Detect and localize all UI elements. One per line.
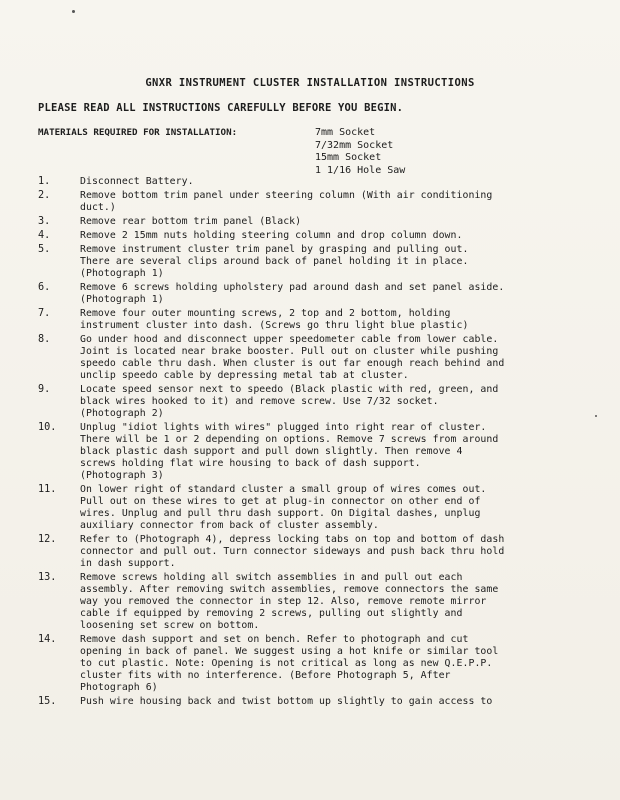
step-line: auxiliary connector from back of cluster assembly. [80,520,379,531]
step-text [80,422,498,482]
step-text [80,216,301,228]
step-text [80,244,468,280]
step-line: Remove four outer mounting screws, 2 top and 2 bottom, holding [80,308,451,319]
step-line: Unplug "idiot lights with wires" plugged into right rear of cluster. [80,422,487,433]
step-item [38,244,613,280]
step-text [80,230,463,242]
step-number: 8. [38,334,51,345]
step-line: (Photograph 3) [80,470,164,481]
step-item [38,634,613,694]
step-item [38,334,613,382]
step-item [38,282,613,306]
step-text [80,308,468,332]
step-number: 14. [38,634,57,645]
step-text [80,634,498,694]
step-item [38,176,613,188]
step-line: instrument cluster into dash. (Screws go thru light blue plastic) [80,320,469,331]
material-item: 7/32mm Socket [315,139,394,151]
step-line: loosening set screw on bottom. [80,620,260,631]
step-item [38,484,613,532]
step-line: Remove rear bottom trim panel (Black) [80,216,302,227]
step-item [38,308,613,332]
step-line: (Photograph 1) [80,294,164,305]
step-text [80,334,504,382]
page-title: GNXR INSTRUMENT CLUSTER INSTALLATION INSTRUCTIONS [145,77,475,89]
materials-list [315,127,405,177]
step-item [38,230,613,242]
step-line: duct.) [80,202,116,213]
step-line: to cut plastic. Note: Opening is not critical as long as new Q.E.P.P. [80,658,493,669]
instruction-note: PLEASE READ ALL INSTRUCTIONS CAREFULLY BEFORE YOU BEGIN. [38,102,404,114]
step-line: cluster fits with no interference. (Before Photograph 5, After [80,670,451,681]
step-line: Remove 6 screws holding upholstery pad around dash and set panel aside. [80,282,505,293]
step-line: Push wire housing back and twist bottom up slightly to gain access to [80,696,493,707]
step-number: 7. [38,308,51,319]
step-text [80,282,504,306]
step-line: black plastic dash support and pull down slightly. Then remove 4 [80,446,463,457]
step-line: unclip speedo cable by depressing metal tab at cluster. [80,370,409,381]
step-number: 13. [38,572,57,583]
step-line: Remove screws holding all switch assemblies in and pull out each [80,572,463,583]
step-number: 6. [38,282,51,293]
step-text [80,572,498,632]
step-line: (Photograph 1) [80,268,164,279]
speck-mark [72,10,75,13]
material-item: 1 1/16 Hole Saw [315,164,406,176]
step-line: speedo cable thru dash. When cluster is out far enough reach behind and [80,358,505,369]
step-text [80,534,504,570]
step-item [38,534,613,570]
step-line: There are several clips around back of panel holding it in place. [80,256,469,267]
step-line: Refer to (Photograph 4), depress locking tabs on top and bottom of dash [80,534,505,545]
step-line: There will be 1 or 2 depending on options. Remove 7 screws from around [80,434,499,445]
step-line: screws holding flat wire housing to back of dash support. [80,458,421,469]
step-line: cable if equipped by removing 2 screws, pulling out slightly and [80,608,463,619]
step-number: 10. [38,422,57,433]
step-text [80,484,486,532]
step-line: Pull out on these wires to get at plug-in connector on other end of [80,496,481,507]
step-item [38,422,613,482]
step-line: connector and pull out. Turn connector sideways and push back thru hold [80,546,505,557]
step-item [38,190,613,214]
step-line: Photograph 6) [80,682,158,693]
step-text [80,176,194,188]
step-line: Go under hood and disconnect upper speedometer cable from lower cable. [80,334,499,345]
step-line: Remove dash support and set on bench. Refer to photograph and cut [80,634,469,645]
step-line: wires. Unplug and pull thru dash support. On Digital dashes, unplug [80,508,481,519]
step-line: assembly. After removing switch assemblies, remove connectors the same [80,584,499,595]
material-item: 15mm Socket [315,152,382,164]
step-text [80,696,492,708]
step-number: 11. [38,484,57,495]
step-line: (Photograph 2) [80,408,164,419]
step-item [38,384,613,420]
step-line: Remove 2 15mm nuts holding steering column and drop column down. [80,230,463,241]
step-line: way you removed the connector in step 12. Also, remove remote mirror [80,596,487,607]
step-line: Remove instrument cluster trim panel by grasping and pulling out. [80,244,469,255]
step-number: 12. [38,534,57,545]
step-line: On lower right of standard cluster a small group of wires comes out. [80,484,487,495]
step-number: 5. [38,244,51,255]
step-number: 9. [38,384,51,395]
step-item [38,216,613,228]
step-line: Locate speed sensor next to speedo (Black plastic with red, green, and [80,384,499,395]
step-text [80,190,492,214]
step-line: Disconnect Battery. [80,176,194,187]
step-line: Remove bottom trim panel under steering column (With air conditioning [80,190,493,201]
step-number: 4. [38,230,51,241]
step-number: 3. [38,216,51,227]
step-line: black wires hooked to it) and remove screw. Use 7/32 socket. [80,396,439,407]
step-line: Joint is located near brake booster. Pull out on cluster while pushing [80,346,499,357]
material-item: 7mm Socket [315,127,376,138]
step-text [80,384,498,420]
step-line: in dash support. [80,558,176,569]
step-item [38,696,613,708]
step-line: opening in back of panel. We suggest using a hot knife or similar tool [80,646,499,657]
step-number: 2. [38,190,51,201]
materials-label: MATERIALS REQUIRED FOR INSTALLATION: [38,127,238,138]
step-number: 1. [38,176,51,187]
step-number: 15. [38,696,57,707]
step-item [38,572,613,632]
steps-list [38,176,613,710]
